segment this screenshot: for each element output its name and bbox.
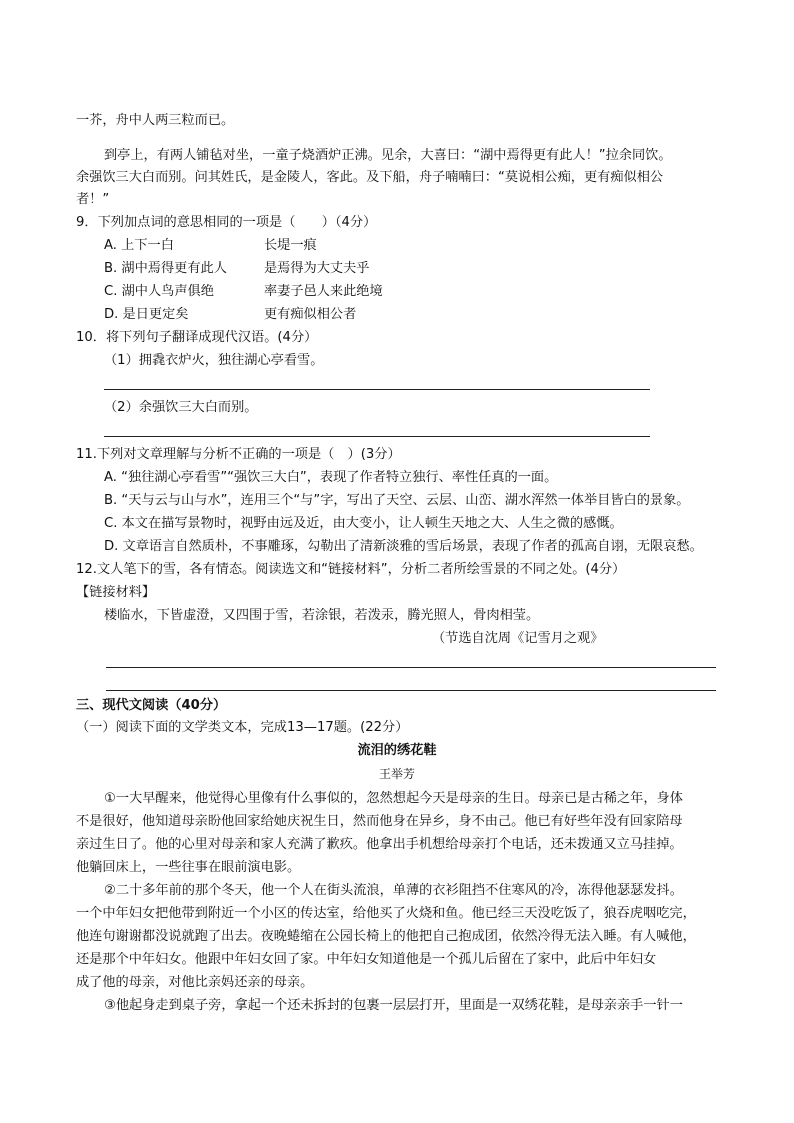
story-line: 不是很好，他知道母亲盼他回家给她庆祝生日，然而他身在异乡，身不由己。他已有好些年没有回家陪母 [76,814,683,829]
story-line: 他躺回床上，一些往事在眼前演电影。 [76,860,301,875]
question-10-sentence-1: （1）拥毳衣炉火，独往湖心亭看雪。 [104,353,324,368]
answer-line [104,436,650,437]
option-right: 长堤一痕 [264,238,317,253]
question-11-option-b: B. “天与云与山与水”，连用三个“与”字，写出了天空、云层、山峦、湖水浑然一体举目皆白的景象。 [104,493,690,508]
story-line: ②二十多年前的那个冬天，他一个人在街头流浪，单薄的衣衫阻挡不住寒风的冷，冻得他瑟瑟发抖。 [104,883,683,898]
story-line: 成了他的母亲，对他比亲妈还亲的母亲。 [76,975,314,990]
passage-line: 到亭上，有两人铺毡对坐，一童子烧酒炉正沸。见余，大喜曰：“湖中焉得更有此人！”拉余同饮。 [104,148,672,163]
link-material-source: （节选自沈周《记雪月之观》 [432,631,604,646]
option-left: D. 是日更定矣 [104,307,189,322]
link-material-text: 楼临水，下皆虚澄，又四围于雪，若涂银，若泼汞，腾光照人，骨肉相莹。 [104,608,540,623]
passage-line: 余强饮三大白而别。问其姓氏，是金陵人，客此。及下船，舟子喃喃曰：“莫说相公痴，更有痴似相公 [76,170,664,185]
option-right: 率妻子邑人来此绝境 [264,284,383,299]
question-10-stem: 10．将下列句子翻译成现代汉语。(4分） [76,330,318,345]
section-instructions: （一）阅读下面的文学类文本，完成13—17题。(22分） [76,720,409,735]
story-line: 他连句谢谢都没说就跑了出去。夜晚蜷缩在公园长椅上的他把自己抱成团，依然冷得无法入睡。有人喊他， [76,929,696,944]
story-line: 还是那个中年妇女。他跟中年妇女回了家。中年妇女知道他是一个孤儿后留在了家中，此后中年妇女 [76,952,657,967]
link-material-title: 【链接材料】 [76,585,156,600]
story-line: 亲过生日了。他的心里对母亲和家人充满了歉疚。他拿出手机想给母亲打个电话，还未拨通又立马挂掉。 [76,837,683,852]
question-11-stem: 11.下列对文章理解与分析不正确的一项是（ ）(3分） [76,447,401,462]
option-right: 更有痴似相公者 [264,307,357,322]
section-title: 三、现代文阅读（40分） [76,698,227,713]
question-10-sentence-2: （2）余强饮三大白而别。 [104,400,258,415]
story-title: 流泪的绣花鞋 [357,743,437,758]
passage-line: 者！” [76,192,110,207]
story-line: 一个中年妇女把他带到附近一个小区的传达室，给他买了火烧和鱼。他已经三天没吃饭了，狼吞虎咽吃完， [76,906,696,921]
question-11-option-a: A. “独往湖心亭看雪”“强饮三大白”，表现了作者特立独行、率性任真的一面。 [104,470,558,485]
option-left: B. 湖中焉得更有此人 [104,261,227,276]
answer-line [106,690,716,691]
option-left: A. 上下一白 [104,238,174,253]
question-12-stem: 12.文人笔下的雪，各有情态。阅读选文和“链接材料”，分析二者所绘雪景的不同之处。(4分） [76,562,626,577]
story-line: ①一大早醒来，他觉得心里像有什么事似的，忽然想起今天是母亲的生日。母亲已是古稀之年，身体 [104,791,683,806]
option-left: C. 湖中人鸟声俱绝 [104,284,214,299]
question-11-option-d: D. 文章语言自然质朴，不事雕琢，勾勒出了清新淡雅的雪后场景，表现了作者的孤高自诩，无限哀愁。 [104,539,703,554]
question-11-option-c: C. 本文在描写景物时，视野由远及近，由大变小，让人顿生天地之大、人生之微的感慨。 [104,516,623,531]
answer-line [106,667,716,668]
question-9-stem: 9．下列加点词的意思相同的一项是（ ）（4分） [76,215,377,230]
story-line: ③他起身走到桌子旁，拿起一个还未拆封的包裹一层层打开，里面是一双绣花鞋，是母亲亲手一针一 [104,998,683,1013]
answer-line [104,389,650,390]
option-right: 是焉得为大丈夫乎 [264,261,370,276]
passage-line: 一芥，舟中人两三粒而已。 [76,113,235,128]
story-author: 王举芳 [378,767,415,781]
